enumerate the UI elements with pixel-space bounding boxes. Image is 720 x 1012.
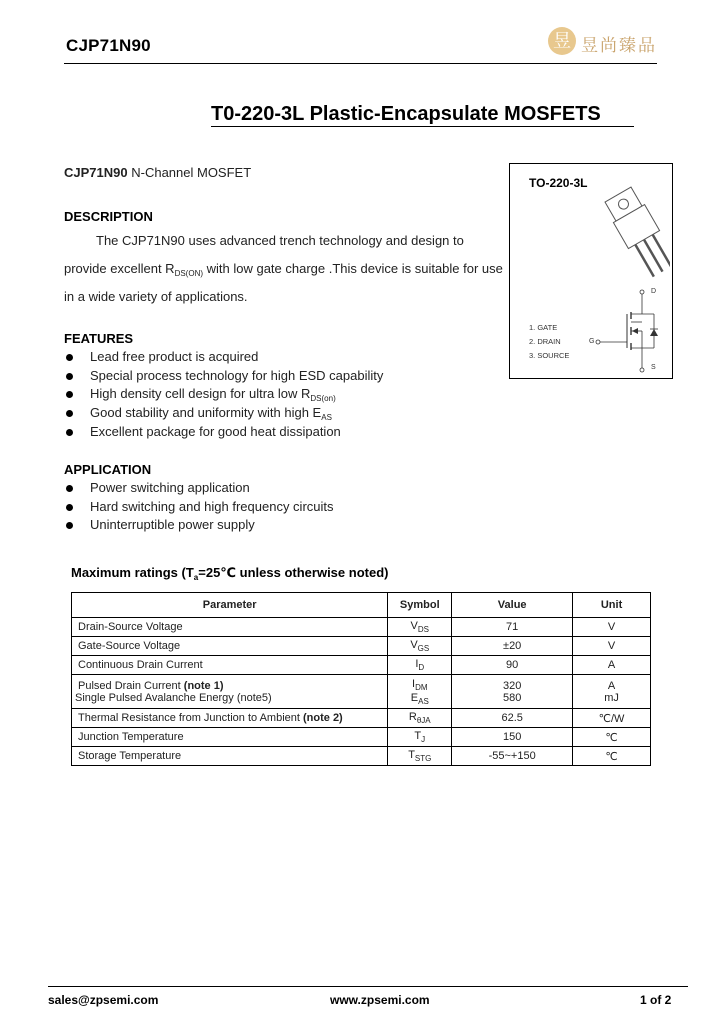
cell-symbol xyxy=(388,709,452,728)
description-heading: DESCRIPTION xyxy=(64,209,153,224)
cell-unit: V xyxy=(573,618,651,637)
package-title: TO-220-3L xyxy=(529,176,588,190)
pin-label-gate: 1. GATE xyxy=(529,323,558,332)
bullet-icon xyxy=(66,485,73,492)
cell-value: 71 xyxy=(452,618,573,637)
features-heading: FEATURES xyxy=(64,331,134,346)
feature-text: Lead free product is acquired xyxy=(90,349,259,364)
cell-unit: A xyxy=(573,656,651,675)
symbol-main: T xyxy=(408,749,415,761)
cell-parameter xyxy=(72,675,388,709)
cell-value: 62.5 xyxy=(452,709,573,728)
cell-value: 90 xyxy=(452,656,573,675)
feature-text-sub: DS(on) xyxy=(310,394,336,404)
symbol-sub-2: AS xyxy=(418,696,429,706)
cell-symbol xyxy=(388,618,452,637)
cell-unit: ℃ xyxy=(573,728,651,747)
bullet-icon xyxy=(66,410,73,417)
terminal-s-label: S xyxy=(651,364,656,371)
table-row xyxy=(72,747,651,766)
to220-package-icon xyxy=(590,184,670,294)
header-divider xyxy=(64,63,657,64)
bullet-icon xyxy=(66,373,73,380)
table-row xyxy=(72,728,651,747)
cell-parameter: Drain-Source Voltage xyxy=(72,618,388,637)
intro-part: CJP71N90 xyxy=(64,165,128,180)
symbol-sub: J xyxy=(421,735,426,744)
ratings-heading xyxy=(71,565,388,582)
table-row xyxy=(72,656,651,675)
footer-website[interactable]: www.zpsemi.com xyxy=(330,993,430,1007)
cell-parameter: Gate-Source Voltage xyxy=(72,637,388,656)
column-header-value: Value xyxy=(452,593,573,618)
pin-labels xyxy=(529,321,569,363)
table-row xyxy=(72,618,651,637)
footer-divider xyxy=(48,986,688,987)
intro-type: N-Channel MOSFET xyxy=(131,165,252,180)
param-text: Thermal Resistance from Junction to Ambient xyxy=(78,712,300,724)
application-text: Uninterruptible power supply xyxy=(90,517,255,533)
symbol-main: T xyxy=(414,730,422,742)
bullet-icon xyxy=(66,429,73,436)
cell-parameter xyxy=(72,709,388,728)
symbol-sub: STG xyxy=(414,754,432,763)
feature-text: Excellent package for good heat dissipation xyxy=(90,423,341,439)
table-row xyxy=(72,709,651,728)
feature-text xyxy=(90,405,332,422)
symbol-sub: DS xyxy=(417,625,430,634)
logo-text: 昱尚臻品 xyxy=(581,36,657,56)
ratings-heading-post: =25℃ unless otherwise noted) xyxy=(198,565,389,580)
cell-symbol xyxy=(388,675,452,709)
cell-value: -55~+150 xyxy=(452,747,573,766)
cell-value: ±20 xyxy=(452,637,573,656)
application-text: Hard switching and high frequency circuits xyxy=(90,498,334,514)
cell-symbol xyxy=(388,728,452,747)
feature-text xyxy=(90,386,336,403)
bullet-icon xyxy=(66,504,73,511)
footer-email[interactable]: sales@zpsemi.com xyxy=(48,993,159,1007)
feature-text-pre: Good stability and uniformity with high E xyxy=(90,405,322,421)
unit-1: A xyxy=(607,679,616,692)
bullet-icon xyxy=(66,391,73,398)
description-line-1: The CJP71N90 uses advanced trench technology and design to xyxy=(96,233,464,248)
cell-parameter: Continuous Drain Current xyxy=(72,656,388,675)
description-line-2-post: with low gate charge .This device is suitable for use xyxy=(203,261,503,276)
param-note: (note 2) xyxy=(303,712,343,724)
cell-parameter: Junction Temperature xyxy=(72,728,388,747)
symbol-main: V xyxy=(410,620,418,632)
symbol-sub: DM xyxy=(415,682,428,692)
description-line-2-pre: provide excellent R xyxy=(64,261,175,276)
ratings-table xyxy=(71,592,651,766)
param-text: Pulsed Drain Current xyxy=(78,679,181,692)
column-header-parameter: Parameter xyxy=(72,593,388,618)
cell-unit: ℃ xyxy=(573,747,651,766)
cell-value xyxy=(452,675,573,709)
table-header-row xyxy=(72,593,651,618)
cell-unit: ℃/W xyxy=(573,709,651,728)
column-header-unit: Unit xyxy=(573,593,651,618)
cell-symbol xyxy=(388,637,452,656)
param-text-2: Single Pulsed Avalanche Energy (note5) xyxy=(75,691,272,704)
symbol-sub: GS xyxy=(417,644,430,653)
intro-line xyxy=(64,165,251,180)
param-note: (note 1) xyxy=(183,679,224,692)
header-part-number: CJP71N90 xyxy=(66,36,151,55)
cell-value: 150 xyxy=(452,728,573,747)
description-line-3: in a wide variety of applications. xyxy=(64,289,248,304)
cell-parameter: Storage Temperature xyxy=(72,747,388,766)
package-box xyxy=(509,163,673,379)
application-text: Power switching application xyxy=(90,480,250,495)
value-1: 320 xyxy=(502,679,522,692)
logo-badge-icon: 昱 xyxy=(548,27,576,55)
symbol-main: I xyxy=(415,658,419,670)
feature-text-pre: High density cell design for ultra low R xyxy=(90,386,311,402)
cell-symbol xyxy=(388,747,452,766)
cell-symbol xyxy=(388,656,452,675)
feature-text-sub: AS xyxy=(321,413,332,423)
terminal-g-label: G xyxy=(589,338,595,345)
pin-label-source: 3. SOURCE xyxy=(529,351,570,360)
page-title: T0-220-3L Plastic-Encapsulate MOSFETS xyxy=(211,103,601,125)
symbol-main: I xyxy=(412,677,416,690)
table-row xyxy=(72,675,651,709)
table-row xyxy=(72,637,651,656)
symbol-sub: D xyxy=(418,663,425,672)
bullet-icon xyxy=(66,522,73,529)
description-line-2-sub: DS(ON) xyxy=(174,269,204,278)
footer-page-number: 1 of 2 xyxy=(640,993,672,1007)
title-underline xyxy=(211,126,634,127)
feature-text: Special process technology for high ESD capability xyxy=(90,367,384,383)
terminal-d-label: D xyxy=(651,288,657,295)
ratings-heading-pre: Maximum ratings (T xyxy=(71,565,194,580)
symbol-main: R xyxy=(408,711,417,723)
cell-unit xyxy=(573,675,651,709)
bullet-icon xyxy=(66,354,73,361)
cell-unit: V xyxy=(573,637,651,656)
company-logo xyxy=(548,25,660,57)
description-line-2 xyxy=(64,261,503,278)
column-header-symbol: Symbol xyxy=(388,593,452,618)
pin-label-drain: 2. DRAIN xyxy=(529,337,561,346)
symbol-sub: θJA xyxy=(416,716,431,725)
symbol-main-2: E xyxy=(410,691,419,704)
unit-2: mJ xyxy=(604,691,619,704)
mosfet-symbol-icon xyxy=(594,286,666,376)
ratings-heading-sub: a xyxy=(193,573,199,582)
symbol-main: V xyxy=(410,639,418,651)
application-heading: APPLICATION xyxy=(64,462,152,477)
value-2: 580 xyxy=(502,691,522,704)
